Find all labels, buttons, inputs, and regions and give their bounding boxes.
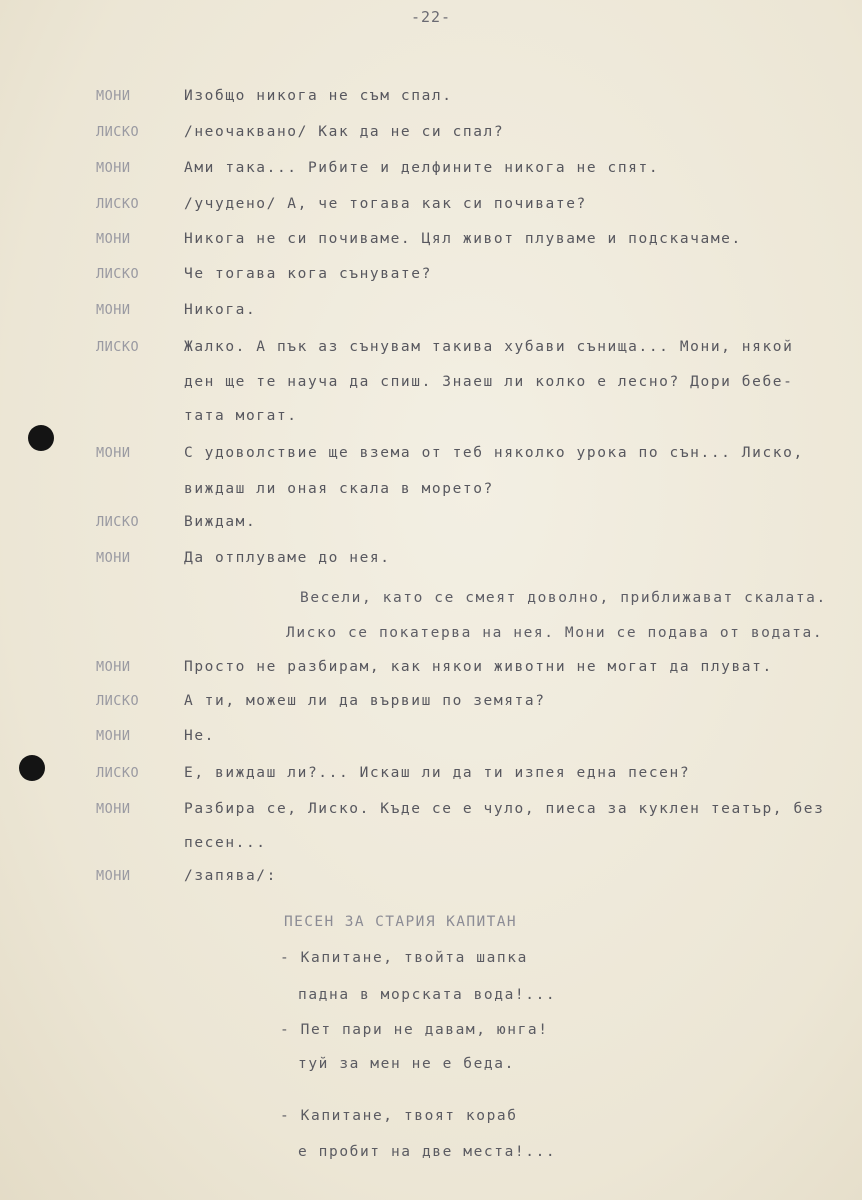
speaker-name: ЛИСКО (96, 765, 140, 781)
dialogue-text: /запява/: (184, 868, 277, 884)
dialogue-line (0, 339, 862, 363)
dialogue-text: Ами така... Рибите и делфините никога не спят. (184, 160, 660, 176)
dialogue-line (0, 445, 862, 469)
dialogue-line (0, 374, 862, 398)
dialogue-text: С удоволствие ще взема от теб няколко урока по сън... Лиско, (184, 445, 804, 461)
dialogue-text: А ти, можеш ли да вървиш по земята? (184, 693, 546, 709)
dialogue-text: тата могат. (184, 408, 298, 424)
speaker-name: ЛИСКО (96, 693, 140, 709)
song-line (0, 1056, 862, 1080)
speaker-name: МОНИ (96, 659, 131, 675)
speaker-name: МОНИ (96, 550, 131, 566)
speaker-name: МОНИ (96, 868, 131, 884)
song-line (0, 1108, 862, 1132)
speaker-name: ЛИСКО (96, 339, 140, 355)
dialogue-line (0, 835, 862, 859)
page-number: -22- (410, 8, 452, 26)
dialogue-text: песен... (184, 835, 267, 851)
speaker-name: МОНИ (96, 728, 131, 744)
dialogue-line (0, 302, 862, 326)
dialogue-line (0, 801, 862, 825)
dialogue-line (0, 160, 862, 184)
dialogue-text: виждаш ли оная скала в морето? (184, 481, 494, 497)
song-title-line (0, 914, 862, 938)
song-line (0, 987, 862, 1011)
dialogue-line (0, 124, 862, 148)
dialogue-text: Е, виждаш ли?... Искаш ли да ти изпея една песен? (184, 765, 691, 781)
speaker-name: ЛИСКО (96, 266, 140, 282)
song-line (0, 950, 862, 974)
dialogue-text: Никога не си почиваме. Цял живот плуваме и подскачаме. (184, 231, 742, 247)
song-line (0, 1022, 862, 1046)
song-line (0, 1144, 862, 1168)
dialogue-text: Не. (184, 728, 215, 744)
dialogue-text: Жалко. А пък аз сънувам такива хубави сънища... Мони, някой (184, 339, 794, 355)
song-title: ПЕСЕН ЗА СТАРИЯ КАПИТАН (284, 914, 517, 930)
dialogue-line (0, 659, 862, 683)
stage-direction: Весели, като се смеят доволно, приближават скалата. (300, 590, 827, 606)
dialogue-line (0, 693, 862, 717)
speaker-name: МОНИ (96, 801, 131, 817)
dialogue-line (0, 868, 862, 892)
speaker-name: ЛИСКО (96, 124, 140, 140)
dialogue-text: Никога. (184, 302, 257, 318)
dialogue-text: Че тогава кога сънувате? (184, 266, 432, 282)
dialogue-text: ден ще те науча да спиш. Знаеш ли колко е лесно? Дори бебе- (184, 374, 794, 390)
speaker-name: МОНИ (96, 445, 131, 461)
dialogue-text: Да отплуваме до нея. (184, 550, 391, 566)
dialogue-text: /учудено/ А, че тогава как си почивате? (184, 196, 587, 212)
stage-direction-line (0, 625, 862, 649)
dialogue-text: Изобщо никога не съм спал. (184, 88, 453, 104)
speaker-name: МОНИ (96, 160, 131, 176)
song-verse: - Капитане, твойта шапка (280, 950, 528, 966)
speaker-name: МОНИ (96, 302, 131, 318)
stage-direction-line (0, 590, 862, 614)
dialogue-line (0, 408, 862, 432)
dialogue-line (0, 728, 862, 752)
dialogue-line (0, 765, 862, 789)
speaker-name: МОНИ (96, 88, 131, 104)
dialogue-line (0, 196, 862, 220)
dialogue-line (0, 88, 862, 112)
speaker-name: ЛИСКО (96, 196, 140, 212)
dialogue-text: /неочаквано/ Как да не си спал? (184, 124, 505, 140)
song-verse: падна в морската вода!... (298, 987, 557, 1003)
dialogue-line (0, 231, 862, 255)
dialogue-line (0, 514, 862, 538)
dialogue-text: Виждам. (184, 514, 257, 530)
dialogue-line (0, 266, 862, 290)
song-verse: туй за мен не е беда. (298, 1056, 515, 1072)
speaker-name: МОНИ (96, 231, 131, 247)
song-verse: - Капитане, твоят кораб (280, 1108, 518, 1124)
stage-direction: Лиско се покатерва на нея. Мони се подава от водата. (286, 625, 824, 641)
song-verse: е пробит на две места!... (298, 1144, 557, 1160)
speaker-name: ЛИСКО (96, 514, 140, 530)
dialogue-text: Просто не разбирам, как някои животни не могат да плуват. (184, 659, 773, 675)
dialogue-text: Разбира се, Лиско. Къде се е чуло, пиеса за куклен театър, без (184, 801, 825, 817)
dialogue-line (0, 550, 862, 574)
song-verse: - Пет пари не давам, юнга! (280, 1022, 549, 1038)
dialogue-line (0, 481, 862, 505)
